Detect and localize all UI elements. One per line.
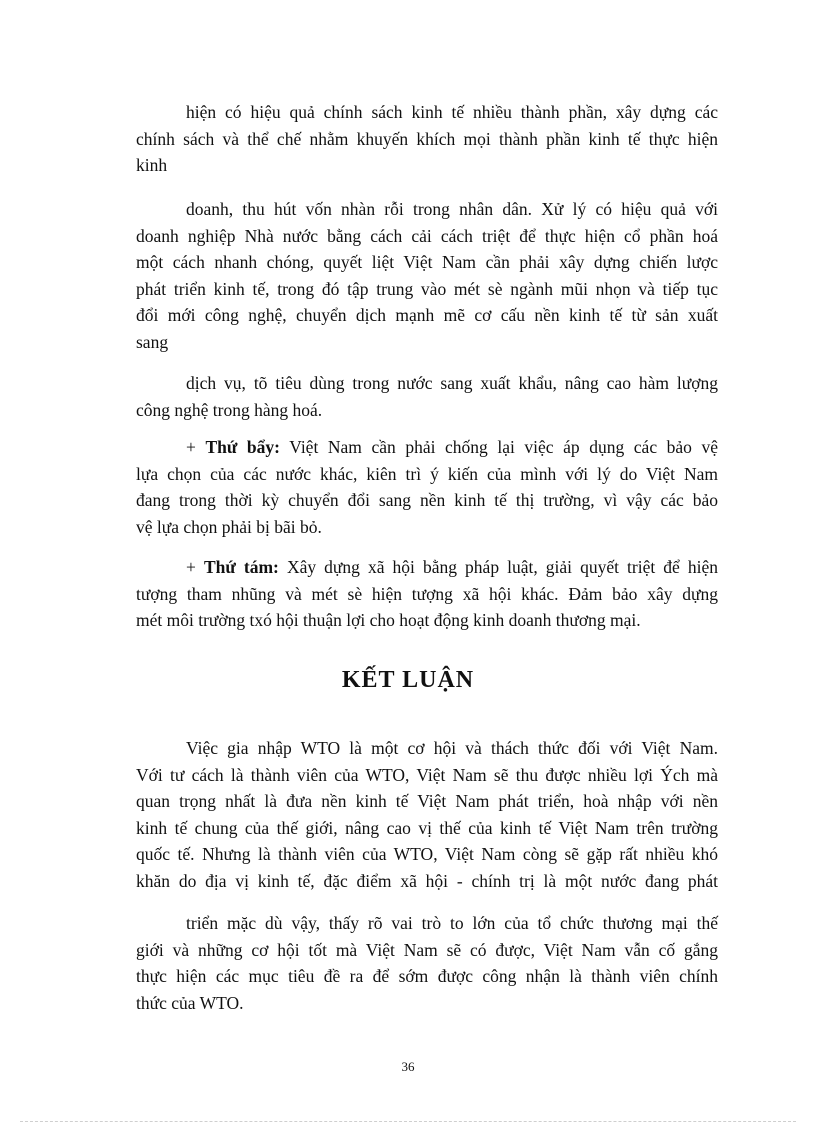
paragraph-thu-tam [136,554,718,634]
text-line: đổi mới công nghệ, chuyển dịch mạnh mẽ cơ cấu nền kinh tế từ sản xuất [136,305,718,325]
text-line [136,554,718,581]
text-line: tượng tham nhũng và mét sè hiện tượng xã hội khác. Đảm bảo xây dựng [136,583,718,604]
text-line: giới và những cơ hội tốt mà Việt Nam sẽ có được, Việt Nam vẫn cố gắng [136,939,718,960]
paragraph-2 [136,196,718,355]
text-line: khăn do địa vị kinh tế, đặc điểm xã hội - chính trị là một nước đang phát [136,870,718,891]
text-line: đang trong thời kỳ chuyển đổi sang nền kinh tế thị trường, vì vậy các bảo [136,490,718,510]
conclusion-paragraph-2 [136,910,718,1016]
text-line: Với tư cách là thành viên của WTO, Việt Nam sẽ thu được nhiều lợi Ých mà [136,764,718,785]
text-line: sang [136,331,169,352]
text-line: công nghệ trong hàng hoá. [136,399,323,420]
text-line: vệ lựa chọn phải bị bãi bỏ. [136,516,322,537]
text-line: doanh nghiệp Nhà nước bằng cách cải cách triệt để thực hiện cổ phần hoá [136,225,718,246]
paragraph-3 [136,370,718,423]
text-line: phát triển kinh tế, trong đó tập trung vào mét sè ngành mũi nhọn và tiếp tục [136,278,718,299]
text-line: kinh [136,155,168,175]
paragraph-thu-bay [136,434,718,540]
text-line: mét môi trường txó hội thuận lợi cho hoạt động kinh doanh thương mại. [136,610,641,630]
text-run: Việt Nam cần phải chống lại việc áp dụng các bảo vệ [279,437,719,457]
text-line: kinh tế chung của thế giới, nâng cao vị thế của kinh tế Việt Nam trên trường [136,817,718,838]
page-number: 36 [401,1059,415,1074]
bullet-plus: + [186,437,206,457]
text-line: quốc tế. Nhưng là thành viên của WTO, Việt Nam còng sẽ gặp rất nhiều khó [136,844,718,864]
bullet-plus: + [186,557,204,577]
text-line: chính sách và thể chế nhằm khuyến khích mọi thành phần kinh tế thực hiện [136,128,718,149]
text-line: doanh, thu hút vốn nhàn rỗi trong nhân dân. Xử lý có hiệu quả với [186,199,718,219]
conclusion-paragraph-1 [136,735,718,894]
text-line [136,434,718,461]
text-line: thức của WTO. [136,992,244,1013]
item-label-thu-bay: Thứ bẩy: [205,437,280,457]
text-line: lựa chọn của các nước khác, kiên trì ý kiến của mình với lý do Việt Nam [136,463,718,484]
text-line: quan trọng nhất là đưa nền kinh tế Việt Nam phát triển, hoà nhập với nền [136,791,718,811]
text-line: dịch vụ, tõ tiêu dùng trong nước sang xuất khẩu, nâng cao hàm lượng [186,373,718,393]
text-line: một cách nhanh chóng, quyết liệt Việt Nam cần phải xây dựng chiến lược [136,252,718,272]
text-line: triển mặc dù vậy, thấy rõ vai trò to lớn của tổ chức thương mại thế [186,913,718,933]
text-line: Việc gia nhập WTO là một cơ hội và thách thức đối với Việt Nam. [186,738,718,758]
section-heading: KẾT LUẬN [341,667,475,693]
text-line: thực hiện các mục tiêu đề ra để sớm được công nhận là thành viên chính [136,966,718,986]
text-run: Xây dựng xã hội bằng pháp luật, giải quyết triệt để hiện [278,557,718,577]
text-line: hiện có hiệu quả chính sách kinh tế nhiều thành phần, xây dựng các [186,102,718,122]
item-label-thu-tam: Thứ tám: [203,557,279,577]
paragraph-1 [136,99,718,179]
footer-divider [20,1121,796,1122]
